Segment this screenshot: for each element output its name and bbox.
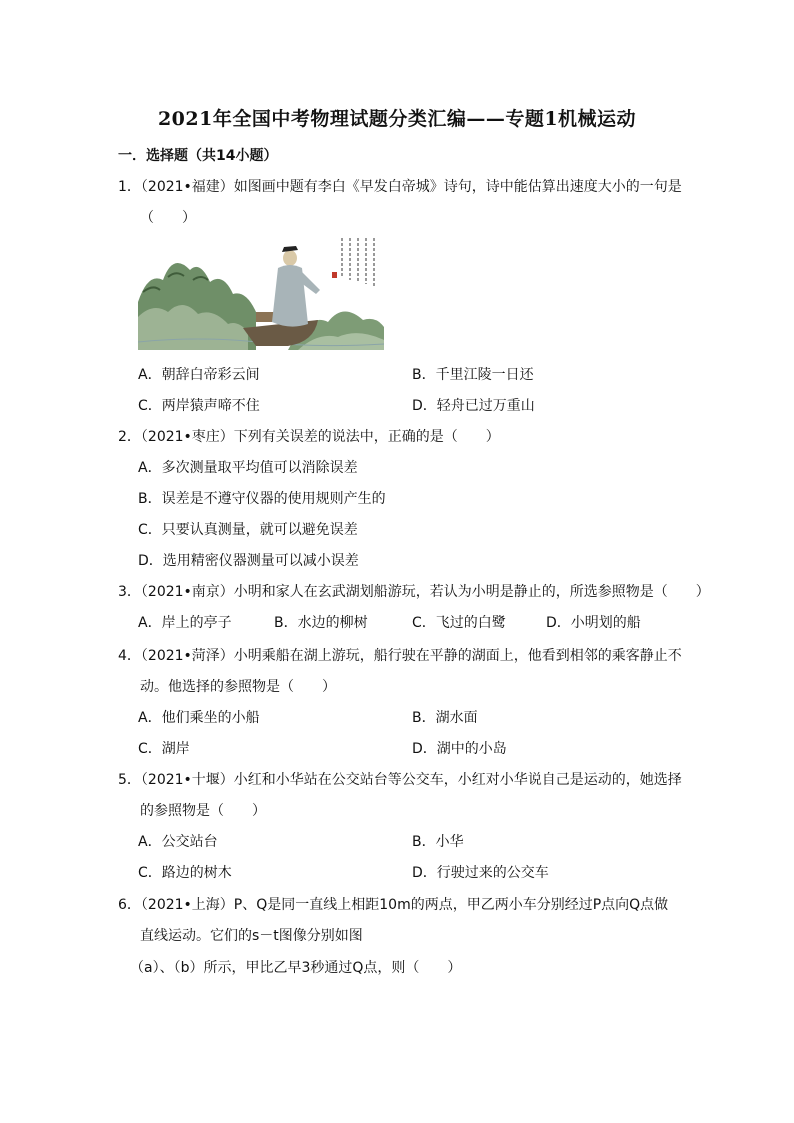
question-2-stem: 2．（2021•枣庄）下列有关误差的说法中，正确的是（ ） xyxy=(118,429,500,445)
question-2-option-b: B．误差是不遵守仪器的使用规则产生的 xyxy=(138,491,386,507)
question-4-option-c: C．湖岸 xyxy=(138,741,190,757)
question-1-option-c: C．两岸猿声啼不住 xyxy=(138,398,260,414)
question-3-option-d: D．小明划的船 xyxy=(546,615,641,631)
question-5-stem-cont: 的参照物是（ ） xyxy=(140,803,266,819)
question-5-option-a: A．公交站台 xyxy=(138,834,218,850)
question-2-option-a: A．多次测量取平均值可以消除误差 xyxy=(138,460,358,476)
question-4-stem-cont: 动。他选择的参照物是（ ） xyxy=(140,679,336,695)
question-3-option-c: C．飞过的白鹭 xyxy=(412,615,506,631)
question-6-stem-cont-2: （a）、（b）所示，甲比乙早3秒通过Q点，则（ ） xyxy=(130,960,462,976)
question-6-stem-cont: 直线运动。它们的s－t图像分别如图 xyxy=(140,928,363,944)
document-title: 2021年全国中考物理试题分类汇编——专题1机械运动 xyxy=(157,108,637,130)
question-5-option-b: B．小华 xyxy=(412,834,464,850)
question-5-option-c: C．路边的树木 xyxy=(138,865,232,881)
question-1-option-a: A．朝辞白帝彩云间 xyxy=(138,367,260,383)
question-4-option-d: D．湖中的小岛 xyxy=(412,741,507,757)
question-4-stem: 4．（2021•菏泽）小明乘船在湖上游玩，船行驶在平静的湖面上，他看到相邻的乘客静止不 xyxy=(118,648,682,664)
poem-landscape-illustration xyxy=(138,232,384,350)
question-2-option-c: C．只要认真测量，就可以避免误差 xyxy=(138,522,358,538)
question-1-option-b: B．千里江陵一日还 xyxy=(412,367,534,383)
question-3-stem: 3．（2021•南京）小明和家人在玄武湖划船游玩，若认为小明是静止的，所选参照物是（ ） xyxy=(118,584,710,600)
question-4-option-a: A．他们乘坐的小船 xyxy=(138,710,260,726)
question-6-stem: 6．（2021•上海）P、Q是同一直线上相距10m的两点，甲乙两小车分别经过P点向Q点做 xyxy=(118,897,669,913)
question-5-stem: 5．（2021•十堰）小红和小华站在公交站台等公交车，小红对小华说自己是运动的，她选择 xyxy=(118,772,682,788)
question-5-option-d: D．行驶过来的公交车 xyxy=(412,865,549,881)
question-1-option-d: D．轻舟已过万重山 xyxy=(412,398,535,414)
section-heading: 一．选择题（共14小题） xyxy=(118,148,278,164)
question-1-stem: 1．（2021•福建）如图画中题有李白《早发白帝城》诗句，诗中能估算出速度大小的一句是 xyxy=(118,179,682,195)
question-3-option-b: B．水边的柳树 xyxy=(274,615,368,631)
question-3-option-a: A．岸上的亭子 xyxy=(138,615,232,631)
question-1-stem-cont: （ ） xyxy=(140,210,196,226)
question-2-option-d: D．选用精密仪器测量可以减小误差 xyxy=(138,553,359,569)
question-4-option-b: B．湖水面 xyxy=(412,710,478,726)
